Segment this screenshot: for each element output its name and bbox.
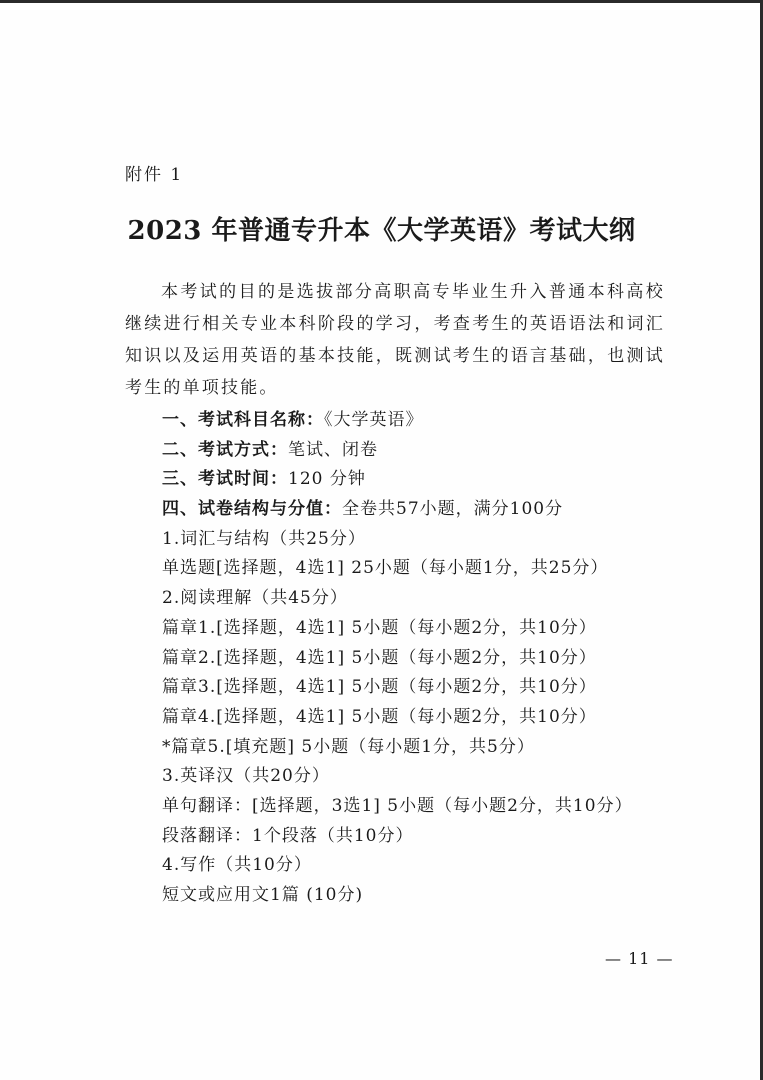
structure-line: 篇章3.[选择题，4选1] 5小题（每小题2分，共10分） xyxy=(162,677,597,698)
structure-line: 2.阅读理解（共45分） xyxy=(162,588,348,609)
intro-paragraph: 本考试的目的是选拔部分高职高专毕业生升入普通本科高校继续进行相关专业本科阶段的学习，考查考生的英语语法和词汇知识以及运用英语的基本技能，既测试考生的语言基础，也测试考生的单项技能。 xyxy=(125,282,665,398)
structure-line: 单句翻译：[选择题，3选1] 5小题（每小题2分，共10分） xyxy=(162,795,633,816)
section-heading: 四、试卷结构与分值： xyxy=(162,499,342,520)
structure-line: 篇章1.[选择题，4选1] 5小题（每小题2分，共10分） xyxy=(162,617,597,638)
page-number: — 11 — xyxy=(605,949,674,968)
structure-line: 3.英译汉（共20分） xyxy=(162,766,330,787)
structure-line: *篇章5.[填充题] 5小题（每小题1分，共5分） xyxy=(162,736,535,757)
structure-line: 段落翻译：1个段落（共10分） xyxy=(162,825,414,846)
structure-line: 篇章2.[选择题，4选1] 5小题（每小题2分，共10分） xyxy=(162,647,597,668)
exam-outline xyxy=(162,406,682,911)
outline-section xyxy=(162,406,682,436)
structure-line: 短文或应用文1篇 (10分) xyxy=(162,885,364,905)
section-text: 120 分钟 xyxy=(288,469,366,490)
section-text: 全卷共57小题，满分100分 xyxy=(342,499,564,520)
document-title: 2023 年普通专升本《大学英语》考试大纲 xyxy=(127,216,636,246)
section-text: 《大学英语》 xyxy=(324,410,424,430)
section-heading: 三、考试时间： xyxy=(162,469,288,490)
scan-border-top xyxy=(0,0,763,3)
attachment-label: 附件 1 xyxy=(125,165,184,185)
structure-line: 单选题[选择题，4选1] 25小题（每小题1分，共25分） xyxy=(162,558,609,579)
structure-line: 篇章4.[选择题，4选1] 5小题（每小题2分，共10分） xyxy=(162,706,597,727)
section-heading: 一、考试科目名称： xyxy=(162,410,324,430)
outline-section xyxy=(162,495,682,525)
structure-line: 4.写作（共10分） xyxy=(162,855,312,876)
outline-section xyxy=(162,436,682,466)
section-text: 笔试、闭卷 xyxy=(288,439,378,460)
structure-line: 1.词汇与结构（共25分） xyxy=(162,528,366,549)
section-heading: 二、考试方式： xyxy=(162,439,288,460)
outline-section xyxy=(162,465,682,495)
